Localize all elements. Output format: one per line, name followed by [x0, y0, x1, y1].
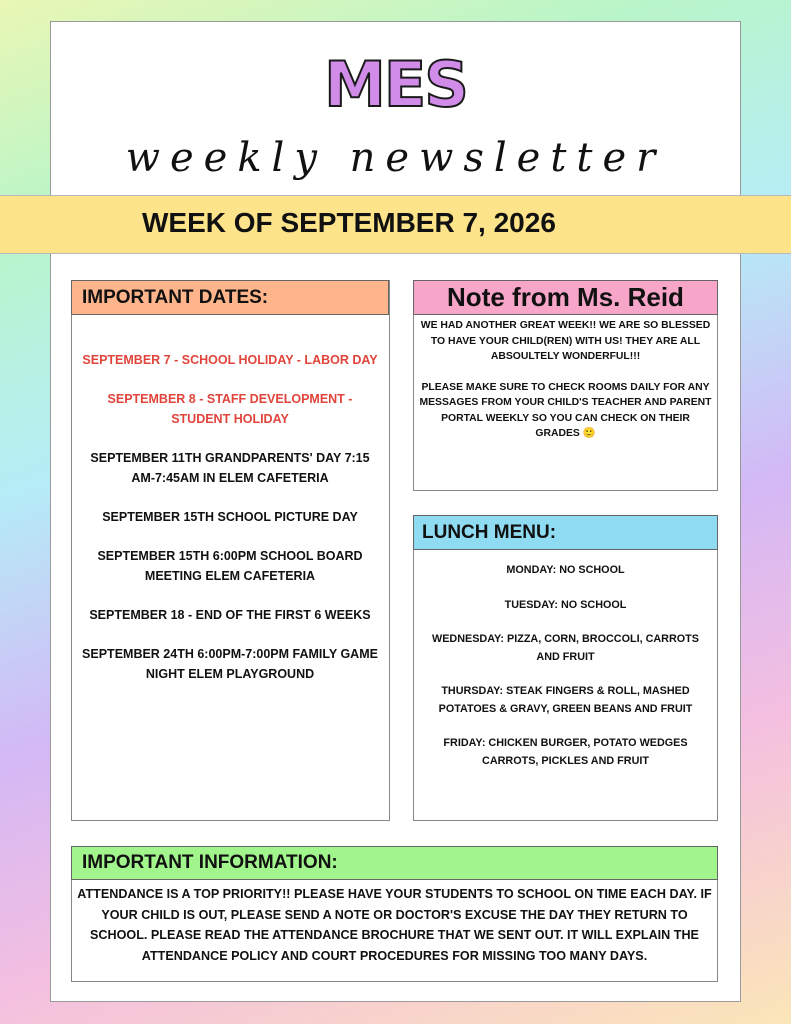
note-paragraph: WE HAD ANOTHER GREAT WEEK!! WE ARE SO BLESSED TO HAVE YOUR CHILD(REN) WITH US! THEY ARE ALL ABSOULTELY WONDERFUL!!!: [420, 320, 711, 362]
date-item: SEPTEMBER 15TH SCHOOL PICTURE DAY: [102, 510, 358, 524]
school-logo: MES: [324, 48, 467, 121]
week-title: WEEK OF SEPTEMBER 7, 2026: [142, 207, 556, 238]
lunch-item: MONDAY: NO SCHOOL: [506, 564, 625, 576]
teacher-note-body: [418, 318, 713, 457]
lunch-menu-heading: LUNCH MENU:: [413, 515, 718, 550]
important-info-body: ATTENDANCE IS A TOP PRIORITY!! PLEASE HAVE YOUR STUDENTS TO SCHOOL ON TIME EACH DAY. IF YOUR CHILD IS OUT, PLEASE SEND A NOTE OR DOCTOR'S EXCUSE THE DAY THEY RETURN TO SCHOOL. PLEASE READ THE ATTENDANCE BROCHURE THAT WE SENT OUT. IT WILL EXPLAIN THE ATTENDANCE POLICY AND COURT PROCEDURES FOR MISSING TOO MANY DAYS.: [77, 887, 712, 963]
lunch-item: TUESDAY: NO SCHOOL: [504, 598, 627, 611]
date-item: SEPTEMBER 24TH 6:00PM-7:00PM FAMILY GAME NIGHT ELEM PLAYGROUND: [82, 647, 378, 681]
teacher-note-heading: Note from Ms. Reid: [413, 280, 718, 315]
date-item: SEPTEMBER 7 - SCHOOL HOLIDAY - LABOR DAY: [82, 353, 378, 367]
newsletter-subtitle: weekly newsletter: [125, 135, 666, 181]
lunch-menu-list: [420, 562, 711, 787]
important-dates-heading: IMPORTANT DATES:: [71, 280, 389, 315]
important-info-heading: IMPORTANT INFORMATION:: [71, 846, 718, 880]
lunch-item: THURSDAY: STEAK FINGERS & ROLL, MASHED POTATOES & GRAVY, GREEN BEANS AND FRUIT: [438, 685, 693, 715]
date-item: SEPTEMBER 11TH GRANDPARENTS' DAY 7:15 AM-7:45AM IN ELEM CAFETERIA: [90, 451, 370, 485]
lunch-item: WEDNESDAY: PIZZA, CORN, BROCCOLI, CARROTS AND FRUIT: [432, 633, 699, 663]
important-dates-list: [80, 350, 380, 703]
date-item: SEPTEMBER 8 - STAFF DEVELOPMENT - STUDENT HOLIDAY: [107, 392, 353, 426]
note-paragraph: PLEASE MAKE SURE TO CHECK ROOMS DAILY FOR ANY MESSAGES FROM YOUR CHILD'S TEACHER AND PARENT PORTAL WEEKLY SO YOU CAN CHECK ON THEIR GRADES 🙂: [419, 381, 712, 439]
date-item: SEPTEMBER 15TH 6:00PM SCHOOL BOARD MEETING ELEM CAFETERIA: [97, 549, 363, 583]
date-item: SEPTEMBER 18 - END OF THE FIRST 6 WEEKS: [89, 608, 371, 622]
lunch-item: FRIDAY: CHICKEN BURGER, POTATO WEDGES CARROTS, PICKLES AND FRUIT: [443, 737, 688, 767]
